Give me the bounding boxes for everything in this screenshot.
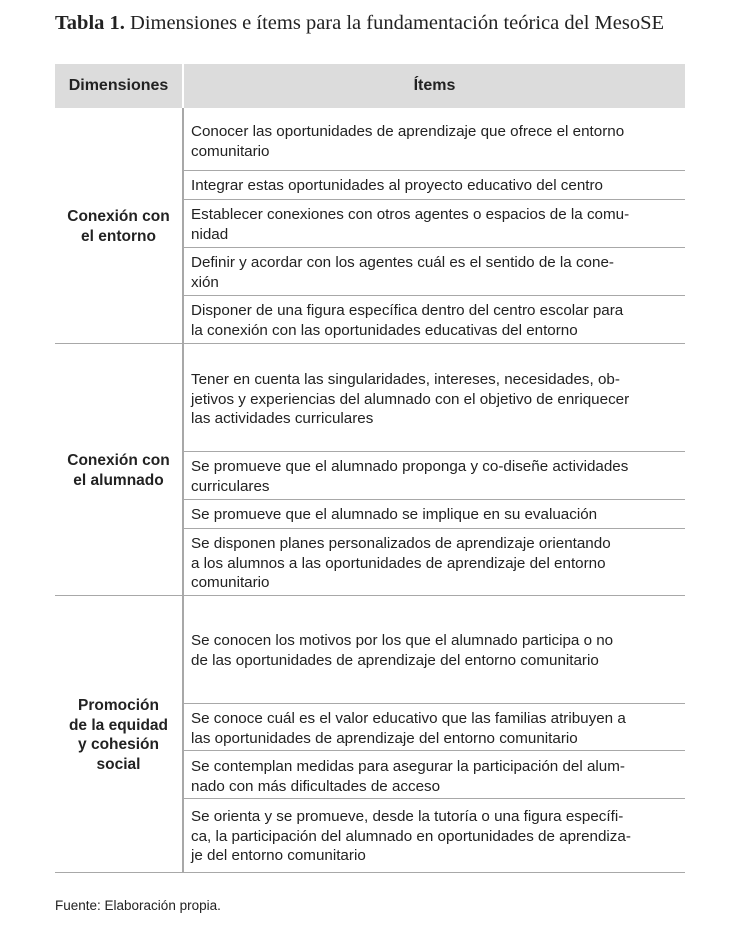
item-line: Se promueve que el alumnado proponga y co-diseñe actividades [191, 458, 629, 475]
row-divider [184, 170, 685, 171]
table-bottom-rule [55, 872, 685, 873]
item-line: las actividades curriculares [191, 410, 374, 427]
item-cell [191, 709, 681, 748]
item-line: Se orienta y se promueve, desde la tutoría o una figura específi- [191, 808, 624, 825]
item-cell [191, 176, 681, 196]
item-line: nidad [191, 225, 229, 243]
dimension-line: Conexión con [67, 208, 170, 225]
item-line: comunitario [191, 142, 270, 160]
item-cell [191, 534, 681, 593]
row-divider [184, 247, 685, 248]
item-line: Se conocen los motivos por los que el alumnado participa o no [191, 632, 614, 649]
group-divider [55, 343, 685, 344]
column-header-dimensions: Dimensiones [55, 64, 182, 108]
dimension-line: y cohesión [78, 736, 159, 753]
column-header-items: Ítems [184, 64, 685, 108]
item-line: Se contemplan medidas para asegurar la participación del alum- [191, 758, 625, 775]
item-cell [191, 253, 681, 292]
table-source-note: Fuente: Elaboración propia. [55, 898, 221, 913]
item-line: Conocer las oportunidades de aprendizaje que ofrece el entorno [191, 123, 625, 140]
item-line: las oportunidades de aprendizaje del entorno comunitario [191, 729, 578, 747]
item-line: jetivos y experiencias del alumnado con el objetivo de enriquecer [191, 390, 630, 408]
item-line: comunitario [191, 574, 270, 591]
item-line: a los alumnos a las oportunidades de aprendizaje del entorno [191, 554, 606, 572]
item-cell [191, 457, 681, 496]
item-cell [191, 505, 681, 525]
row-divider [184, 798, 685, 799]
item-line: Definir y acordar con los agentes cuál es el sentido de la cone- [191, 254, 614, 271]
table-caption [55, 12, 664, 35]
dimension-line: de la equidad [68, 716, 169, 734]
item-line: Disponer de una figura específica dentro del centro escolar para [191, 302, 624, 319]
item-line: nado con más dificultades de acceso [191, 777, 441, 795]
group-divider [55, 595, 685, 596]
row-divider [184, 499, 685, 500]
table-number: Tabla 1. [55, 12, 125, 34]
item-line: Establecer conexiones con otros agentes o espacios de la comu- [191, 206, 630, 223]
row-divider [184, 750, 685, 751]
row-divider [184, 703, 685, 704]
item-line: Integrar estas oportunidades al proyecto educativo del centro [191, 177, 604, 194]
item-line: xión [191, 273, 219, 291]
item-cell [191, 370, 681, 429]
dimension-line: el alumnado [73, 471, 164, 489]
item-line: Se conoce cuál es el valor educativo que las familias atribuyen a [191, 710, 626, 727]
item-line: de las oportunidades de aprendizaje del entorno comunitario [191, 651, 599, 669]
row-divider [184, 295, 685, 296]
item-line: Se promueve que el alumnado se implique en su evaluación [191, 506, 598, 523]
item-line: Tener en cuenta las singularidades, intereses, necesidades, ob- [191, 371, 620, 388]
item-line: Se disponen planes personalizados de aprendizaje orientando [191, 535, 611, 552]
dimension-line: social [96, 755, 141, 773]
item-line: ca, la participación del alumnado en oportunidades de aprendiza- [191, 827, 631, 845]
row-divider [184, 528, 685, 529]
item-line: je del entorno comunitario [191, 847, 366, 864]
row-divider [184, 199, 685, 200]
item-cell [191, 122, 681, 161]
dimension-conexion-entorno [55, 207, 182, 246]
item-cell [191, 757, 681, 796]
item-line: curriculares [191, 477, 270, 495]
column-divider [182, 108, 184, 872]
item-cell [191, 205, 681, 244]
item-cell [191, 631, 681, 670]
item-cell [191, 301, 681, 340]
dimension-line: el entorno [81, 227, 156, 245]
item-cell [191, 807, 681, 866]
dimension-promocion-equidad [55, 696, 182, 774]
dimension-line: Conexión con [67, 452, 170, 469]
table-title: Dimensiones e ítems para la fundamentación teórica del MesoSE [130, 12, 664, 34]
item-line: la conexión con las oportunidades educativas del entorno [191, 321, 578, 339]
dimension-conexion-alumnado [55, 451, 182, 490]
dimension-line: Promoción [78, 697, 159, 714]
row-divider [184, 451, 685, 452]
